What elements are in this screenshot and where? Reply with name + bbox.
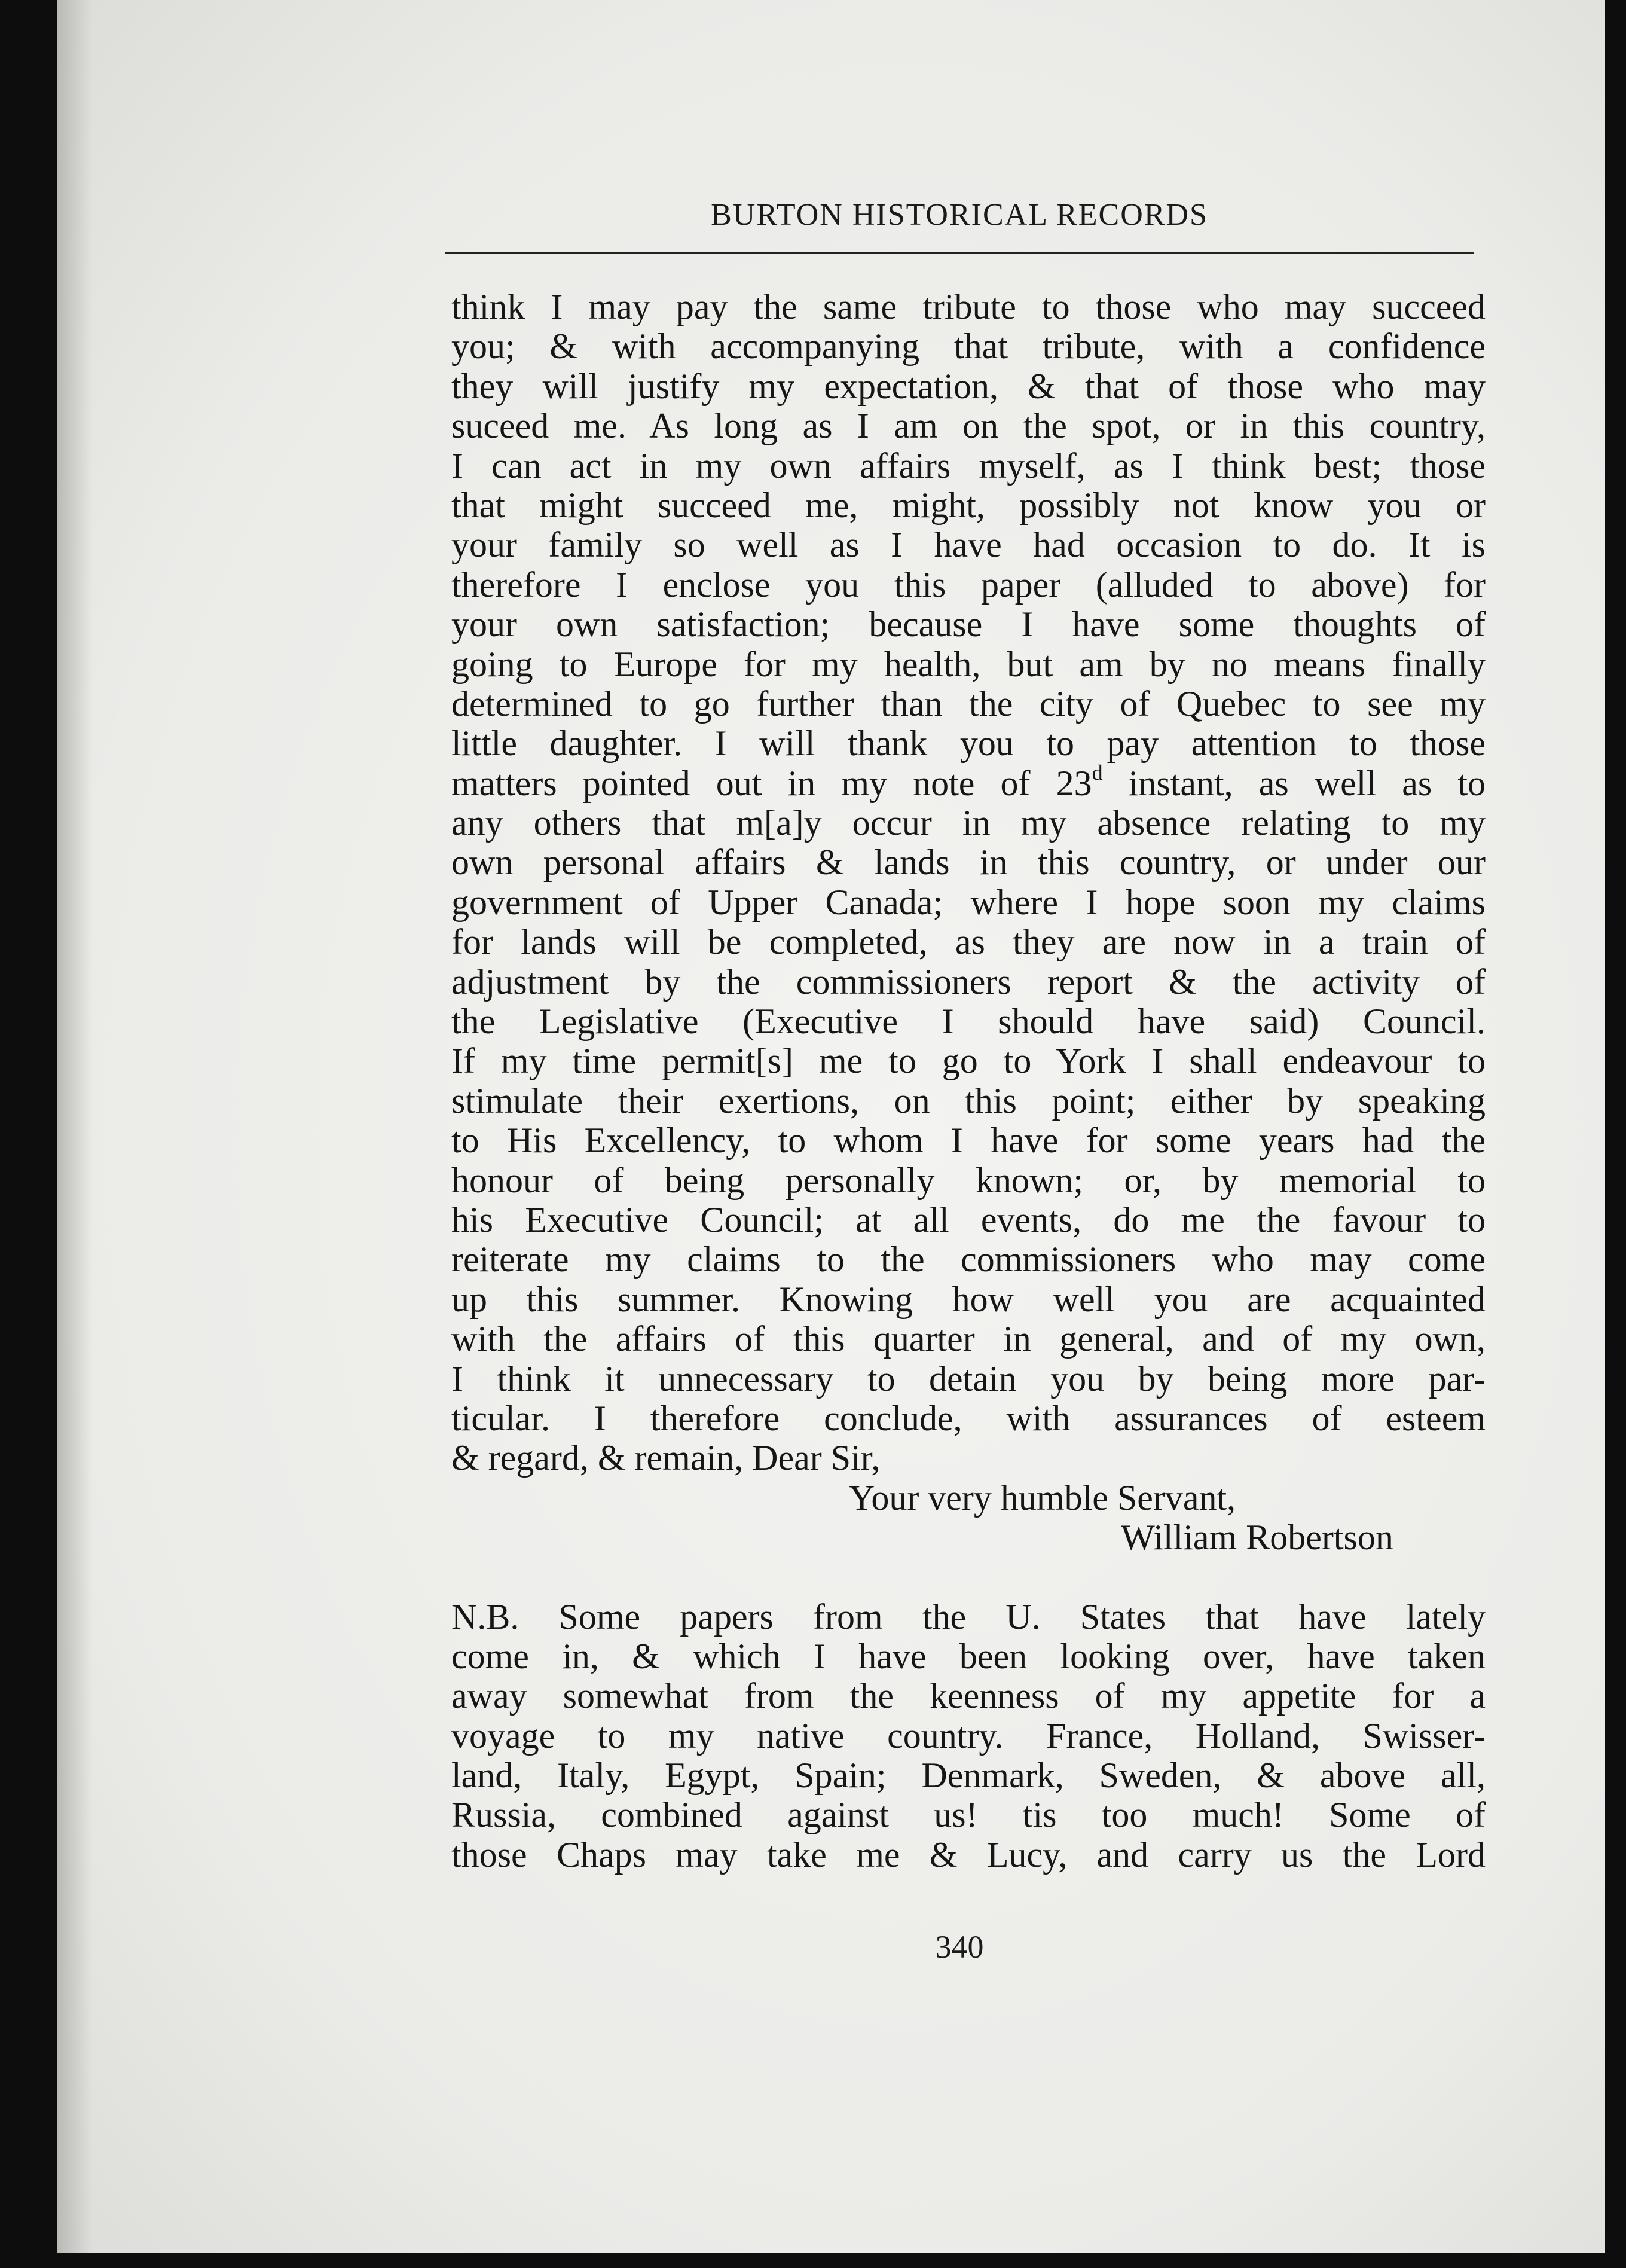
letter-line: & regard, & remain, Dear Sir, xyxy=(451,1438,881,1478)
letter-line: your family so well as I have had occasion to do. It is xyxy=(451,525,1486,565)
letter-line: to His Excellency, to whom I have for some years had the xyxy=(451,1121,1486,1161)
page-number: 340 xyxy=(935,1929,984,1965)
page-body xyxy=(451,287,1486,1875)
letter-line: up this summer. Knowing how well you are acquainted xyxy=(451,1279,1486,1319)
paragraph-gap xyxy=(451,1558,1486,1597)
letter-line: your own satisfaction; because I have some thoughts of xyxy=(451,605,1486,645)
postscript-line: Russia, combined against us! tis too much! Some of xyxy=(451,1795,1486,1835)
letter-line: stimulate their exertions, on this point; either by speaking xyxy=(451,1080,1486,1121)
letter-line: reiterate my claims to the commissioners who may come xyxy=(451,1240,1486,1280)
letter-line: suceed me. As long as I am on the spot, or in this country, xyxy=(451,406,1486,446)
scan-border xyxy=(0,2253,1626,2268)
postscript-line: come in, & which I have been looking over, have taken xyxy=(451,1636,1486,1676)
signature: William Robertson xyxy=(1121,1518,1393,1558)
header-rule xyxy=(445,252,1474,254)
letter-line: for lands will be completed, as they are now in a train of xyxy=(451,922,1486,962)
letter-line: with the affairs of this quarter in general, and of my own, xyxy=(451,1319,1486,1359)
superscript-suffix: d xyxy=(1092,760,1103,785)
letter-line: determined to go further than the city of Quebec to see my xyxy=(451,683,1486,724)
letter-line: any others that m[a]y occur in my absence relating to my xyxy=(451,803,1486,843)
letter-line: government of Upper Canada; where I hope soon my claims xyxy=(451,882,1486,922)
letter-line: the Legislative (Executive I should have said) Council. xyxy=(451,1002,1486,1042)
letter-line: think I may pay the same tribute to those who may succeed xyxy=(451,287,1486,326)
postscript-line: land, Italy, Egypt, Spain; Denmark, Sweden, & above all, xyxy=(451,1756,1486,1796)
letter-line: you; & with accompanying that tribute, with a confidence xyxy=(451,326,1486,367)
line-text: matters pointed out in my note of 23 xyxy=(451,763,1092,803)
letter-line: honour of being personally known; or, by memorial to xyxy=(451,1160,1486,1200)
letter-line: I can act in my own affairs myself, as I think best; those xyxy=(451,445,1486,486)
closing-line: Your very humble Servant, xyxy=(849,1478,1236,1518)
letter-line: his Executive Council; at all events, do me the favour to xyxy=(451,1199,1486,1240)
postscript-line: N.B. Some papers from the U. States that have lately xyxy=(451,1597,1486,1637)
letter-line: ticular. I therefore conclude, with assurances of esteem xyxy=(451,1398,1486,1438)
letter-line: adjustment by the commissioners report & the activity of xyxy=(451,961,1486,1002)
running-header: BURTON HISTORICAL RECORDS xyxy=(711,198,1208,232)
letter-line: I think it unnecessary to detain you by being more par- xyxy=(451,1359,1486,1399)
letter-line xyxy=(451,760,1486,803)
letter-line: If my time permit[s] me to go to York I shall endeavour to xyxy=(451,1041,1486,1081)
letter-line: going to Europe for my health, but am by no means finally xyxy=(451,644,1486,684)
line-text: instant, as well as to xyxy=(1102,763,1486,803)
postscript-line: voyage to my native country. France, Holland, Swisser- xyxy=(451,1716,1486,1756)
letter-line: they will justify my expectation, & that of those who may xyxy=(451,366,1486,406)
postscript-line: away somewhat from the keenness of my appetite for a xyxy=(451,1676,1486,1716)
letter-line: own personal affairs & lands in this country, or under our xyxy=(451,843,1486,883)
letter-line: little daughter. I will thank you to pay attention to those xyxy=(451,724,1486,764)
letter-line: that might succeed me, might, possibly not know you or xyxy=(451,485,1486,525)
page-edge-shadow xyxy=(57,0,93,2268)
postscript-line: those Chaps may take me & Lucy, and carry us the Lord xyxy=(451,1834,1486,1875)
letter-line: therefore I enclose you this paper (alluded to above) for xyxy=(451,564,1486,605)
